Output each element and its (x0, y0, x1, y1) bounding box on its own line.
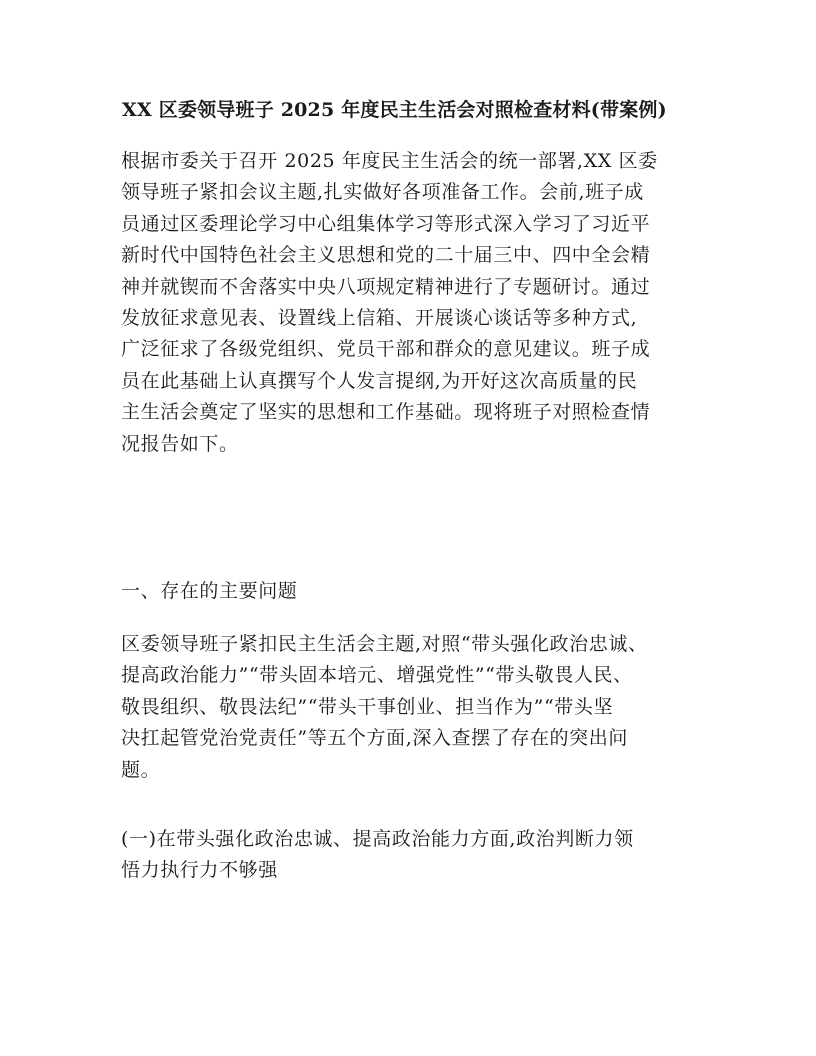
intro-line: 况报告如下。 (121, 432, 239, 455)
intro-line: 发放征求意见表、设置线上信箱、开展谈心谈话等多种方式, (121, 307, 638, 330)
document-title: XX 区委领导班子 2025 年度民主生活会对照检查材料(带案例) (122, 99, 667, 121)
intro-line: 神并就锲而不舍落实中央八项规定精神进行了专题研讨。通过 (121, 275, 651, 298)
intro-paragraph (121, 146, 706, 460)
section-paragraph (121, 629, 706, 786)
section-line: 敬畏组织、敬畏法纪”“带头干事创业、担当作为”“带头坚 (121, 695, 614, 718)
subsection-heading (121, 824, 706, 887)
intro-line: 新时代中国特色社会主义思想和党的二十届三中、四中全会精 (121, 244, 651, 267)
section-heading (121, 576, 706, 607)
section-line: 提高政治能力”“带头固本培元、增强党性”“带头敬畏人民、 (121, 664, 633, 687)
subsection-line: (一)在带头强化政治忠诚、提高政治能力方面,政治判断力领 (121, 828, 634, 850)
intro-line: 主生活会奠定了坚实的思想和工作基础。现将班子对照检查情 (121, 401, 651, 424)
section-heading-text: 一、存在的主要问题 (121, 580, 298, 602)
section-line: 决扛起管党治党责任”等五个方面,深入查摆了存在的突出问 (121, 727, 628, 750)
intro-line: 员在此基础上认真撰写个人发言提纲,为开好这次高质量的民 (121, 369, 638, 392)
subsection-line: 悟力执行力不够强 (121, 859, 278, 882)
section-line: 题。 (121, 758, 161, 781)
intro-line: 广泛征求了各级党组织、党员干部和群众的意见建议。班子成 (121, 338, 651, 361)
section-line: 区委领导班子紧扣民主生活会主题,对照“带头强化政治忠诚、 (121, 633, 648, 655)
intro-line: 根据市委关于召开 2025 年度民主生活会的统一部署,XX 区委 (121, 150, 658, 172)
intro-line: 领导班子紧扣会议主题,扎实做好各项准备工作。会前,班子成 (121, 181, 644, 204)
intro-line: 员通过区委理论学习中心组集体学习等形式深入学习了习近平 (121, 212, 651, 235)
